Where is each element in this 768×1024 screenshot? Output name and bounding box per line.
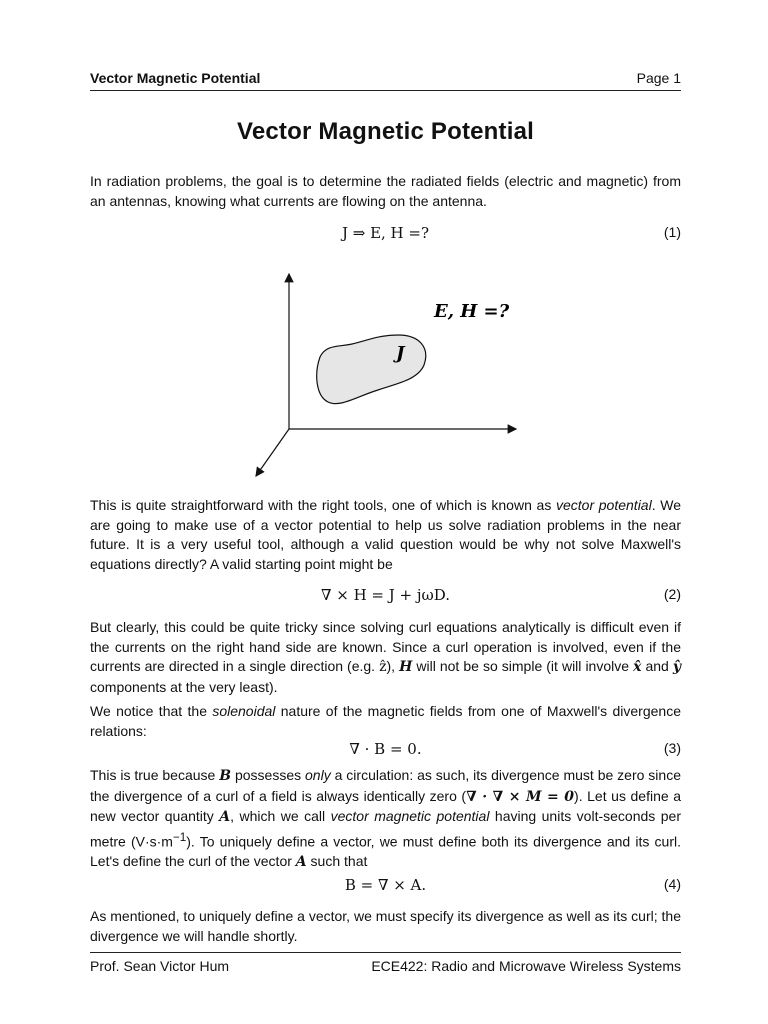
emphasis-solenoidal: solenoidal (212, 703, 276, 719)
paragraph-vector-potential (90, 496, 681, 574)
unit-exponent: −1 (172, 830, 187, 844)
emphasis-vector-potential: vector potential (555, 497, 652, 513)
equation-3-expression: ∇ · B = 0. (349, 740, 422, 758)
x-hat-symbol: x̂ (633, 659, 642, 675)
B-symbol: B (219, 768, 232, 784)
text-run: nature of the magnetic fields from one of Maxwell's divergence relations: (90, 703, 681, 739)
footer-author: Prof. Sean Victor Hum (90, 958, 230, 974)
paragraph-solenoidal (90, 702, 681, 741)
equation-1 (90, 224, 681, 244)
text-run: possesses (231, 767, 306, 783)
page-footer (90, 952, 681, 975)
antenna-figure (240, 262, 540, 484)
equation-4-number: (4) (663, 876, 681, 892)
emphasis-only: only (305, 767, 331, 783)
text-run: This is true because (90, 767, 220, 783)
text-run: such that (306, 852, 368, 869)
page-number: Page 1 (636, 70, 681, 86)
z-hat-symbol: ẑ (379, 659, 387, 675)
equation-1-number: (1) (663, 224, 681, 240)
equation-4 (90, 876, 681, 896)
text-run: ), (386, 658, 400, 674)
footer-course: ECE422: Radio and Microwave Wireless Systems (371, 958, 681, 974)
H-symbol: H (399, 659, 413, 675)
text-run: This is quite straightforward with the right tools, one of which is known as (90, 497, 556, 513)
equation-2-number: (2) (663, 586, 681, 602)
text-run: . We are going to make use of a vector potential to help us solve radiation problems in the near future. It is a very useful tool, although a valid question would be why not solve Maxwell's equations directly? A valid starting point might be (90, 497, 681, 572)
paragraph-divergence-note: As mentioned, to uniquely define a vector, we must specify its divergence as well as its curl; the divergence we will handle shortly. (90, 908, 681, 944)
header-title: Vector Magnetic Potential (90, 70, 261, 86)
text-run: , which we call (230, 808, 331, 824)
text-run: a circulation: as such, its divergence must be zero since the divergence of a curl of a field is always identically zero ( (90, 767, 681, 804)
A-symbol: A (295, 853, 307, 870)
equation-2-expression: ∇ × H = J + jωD. (320, 586, 451, 604)
text-run: ). Let us define a new vector quantity (90, 787, 681, 824)
y-hat-symbol: ŷ (672, 659, 681, 675)
text-run: But clearly, this could be quite tricky since solving curl equations analytically is difficult even if the currents on the right hand side are known. Since a curl operation is involved, even if the currents are directed in a single direction (e.g. (90, 619, 681, 674)
text-run: and (641, 658, 673, 674)
text-run: having units volt-seconds per metre (V·s·m (90, 808, 681, 850)
current-source-blob (317, 335, 426, 404)
emphasis-vector-magnetic-potential: vector magnetic potential (330, 808, 490, 824)
equation-3-number: (3) (663, 740, 681, 756)
paragraph-intro: In radiation problems, the goal is to determine the radiated fields (electric and magnetic) from an antennas, knowing what currents are flowing on the antenna. (90, 173, 681, 209)
A-symbol: A (219, 809, 231, 825)
equation-3 (90, 740, 681, 760)
equation-1-expression: J ⇒ E, H =? (341, 224, 430, 242)
text-run: will not be so simple (it will involve (412, 658, 634, 674)
z-axis-arrow (256, 429, 289, 476)
paragraph-define-A (90, 766, 681, 872)
field-label: E, H =? (434, 301, 510, 322)
equation-2 (90, 586, 681, 606)
text-run: We notice that the (90, 703, 213, 719)
page-title: Vector Magnetic Potential (236, 118, 535, 145)
div-curl-expression: ∇ · ∇ × M = 0 (466, 788, 575, 805)
current-label: J (396, 343, 405, 364)
text-run: components at the very least). (90, 678, 278, 695)
axes-diagram (240, 262, 540, 484)
page-header (90, 70, 681, 91)
equation-4-expression: B = ∇ × A. (344, 876, 427, 894)
text-run: ). To uniquely define a vector, we must define both its divergence and its curl. Let's define the curl of the vector (90, 833, 681, 869)
paragraph-curl-difficulty (90, 618, 681, 697)
